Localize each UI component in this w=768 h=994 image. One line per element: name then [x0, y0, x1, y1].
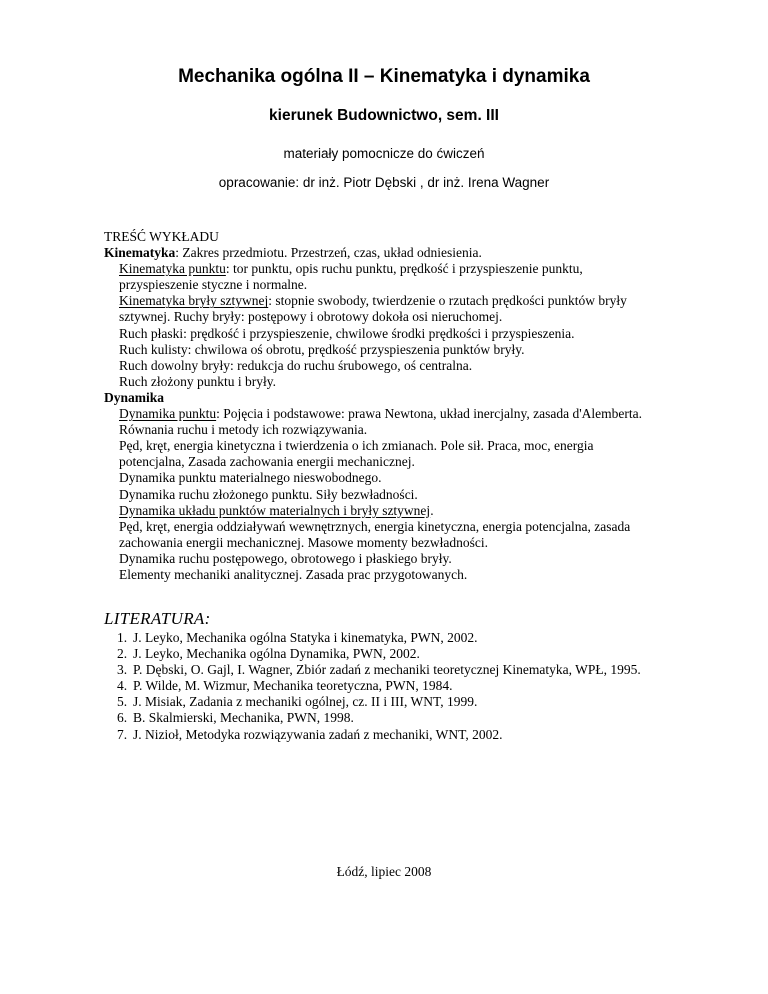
literature-item-number: 3. — [117, 662, 128, 678]
dynamika-punktu-label: Dynamika punktu — [119, 406, 217, 422]
literature-item-number: 4. — [117, 678, 128, 694]
kinematyka-punktu-cont: przyspieszenie styczne i normalne. — [119, 277, 308, 293]
literature-item-text: J. Leyko, Mechanika ogólna Dynamika, PWN, 2002. — [133, 646, 420, 662]
kinematyka-punktu-line — [104, 261, 744, 277]
literature-item — [117, 710, 641, 726]
course-subtitle: kierunek Budownictwo, sem. III — [269, 107, 499, 124]
mechanika-analityczna: Elementy mechaniki analitycznej. Zasada prac przygotowanych. — [119, 566, 468, 582]
kinematyka-bryly-line — [104, 293, 744, 309]
literature-item-text: J. Leyko, Mechanika ogólna Statyka i kinematyka, PWN, 2002. — [133, 630, 478, 645]
authors-line: opracowanie: dr inż. Piotr Dębski , dr inż. Irena Wagner — [218, 175, 550, 190]
kinematyka-punktu-text: : tor punktu, opis ruchu punktu, prędkość i przyspieszenie punktu, — [225, 261, 583, 277]
dynamika-punktu-text: : Pojęcia i podstawowe: prawa Newtona, układ inercjalny, zasada d'Alemberta. — [216, 406, 643, 422]
literature-item — [117, 662, 641, 678]
literature-item-text: P. Wilde, M. Wizmur, Mechanika teoretyczna, PWN, 1984. — [133, 678, 453, 694]
kinematyka-line — [104, 245, 744, 261]
literature-item-text: J. Misiak, Zadania z mechaniki ogólnej, cz. II i III, WNT, 1999. — [133, 694, 478, 710]
dynamika-label: Dynamika — [104, 389, 165, 405]
ped-kret-energia-line: Pęd, kręt, energia oddziaływań wewnętrznych, energia kinetyczna, energia potencjalna, zasada — [119, 518, 631, 534]
rownania-ruchu: Równania ruchu i metody ich rozwiązywania. — [119, 422, 368, 438]
dynamika-ukladu-dot: . — [430, 502, 434, 518]
dynamika-zlozonego: Dynamika ruchu złożonego punktu. Siły bezwładności. — [119, 486, 418, 502]
ruch-dowolny: Ruch dowolny bryły: redukcja do ruchu śrubowego, oś centralna. — [119, 357, 473, 373]
dynamika-ruchow-bryly: Dynamika ruchu postępowego, obrotowego i płaskiego bryły. — [119, 550, 452, 566]
kinematyka-bryly-label: Kinematyka bryły sztywnej — [119, 293, 269, 309]
literature-heading: LITERATURA: — [104, 609, 211, 628]
materials-note: materiały pomocnicze do ćwiczeń — [283, 146, 485, 161]
kinematyka-label: Kinematyka — [104, 245, 176, 261]
ped-kret-line: Pęd, kręt, energia kinetyczna i twierdzenia o ich zmianach. Pole sił. Praca, moc, energia — [119, 438, 594, 454]
kinematyka-intro: : Zakres przedmiotu. Przestrzeń, czas, układ odniesienia. — [175, 245, 482, 261]
kinematyka-punktu-label: Kinematyka punktu — [119, 261, 226, 277]
ruch-kulisty: Ruch kulisty: chwilowa oś obrotu, prędkość przyspieszenia punktów bryły. — [119, 341, 525, 357]
kinematyka-bryly-text: : stopnie swobody, twierdzenie o rzutach prędkości punktów bryły — [268, 293, 627, 309]
literature-item-text: B. Skalmierski, Mechanika, PWN, 1998. — [133, 710, 354, 726]
literature-item-number: 6. — [117, 710, 128, 726]
ped-kret-cont: potencjalna, Zasada zachowania energii mechanicznej. — [119, 454, 415, 470]
ruch-plaski: Ruch płaski: prędkość i przyspieszenie, chwilowe środki prędkości i przyspieszenia. — [119, 325, 575, 341]
literature-item-number: 5. — [117, 694, 128, 710]
literature-item — [117, 678, 641, 694]
literature-item-number: 7. — [117, 726, 128, 742]
literature-item — [117, 727, 641, 743]
document-title: Mechanika ogólna II – Kinematyka i dynamika — [178, 66, 590, 87]
ped-kret-energia-cont: zachowania energii mechanicznej. Masowe momenty bezwładności. — [119, 534, 488, 550]
contents-heading: TREŚĆ WYKŁADU — [104, 229, 219, 244]
literature-item-text: P. Dębski, O. Gajl, I. Wagner, Zbiór zadań z mechaniki teoretycznej Kinematyka, WPŁ, 1995. — [133, 662, 641, 678]
dynamika-punktu-line — [104, 406, 744, 422]
lecture-contents — [104, 229, 744, 583]
ruch-zlozony: Ruch złożony punktu i bryły. — [119, 373, 276, 389]
literature-item-number: 1. — [117, 630, 128, 645]
literature-list — [117, 630, 641, 743]
literature-item-text: J. Nizioł, Metodyka rozwiązywania zadań z mechaniki, WNT, 2002. — [133, 726, 503, 742]
dynamika-ukladu-label: Dynamika układu punktów materialnych i bryły sztywnej — [119, 502, 431, 518]
place-date: Łódź, lipiec 2008 — [336, 864, 432, 879]
literature-item — [117, 630, 641, 646]
dynamika-nieswobodnego: Dynamika punktu materialnego nieswobodnego. — [119, 470, 382, 486]
dynamika-ukladu-line — [104, 503, 744, 519]
literature-item — [117, 694, 641, 710]
literature-item — [117, 646, 641, 662]
literature-item-number: 2. — [117, 646, 128, 662]
kinematyka-bryly-cont: sztywnej. Ruchy bryły: postępowy i obrotowy dokoła osi nieruchomej. — [119, 309, 503, 325]
